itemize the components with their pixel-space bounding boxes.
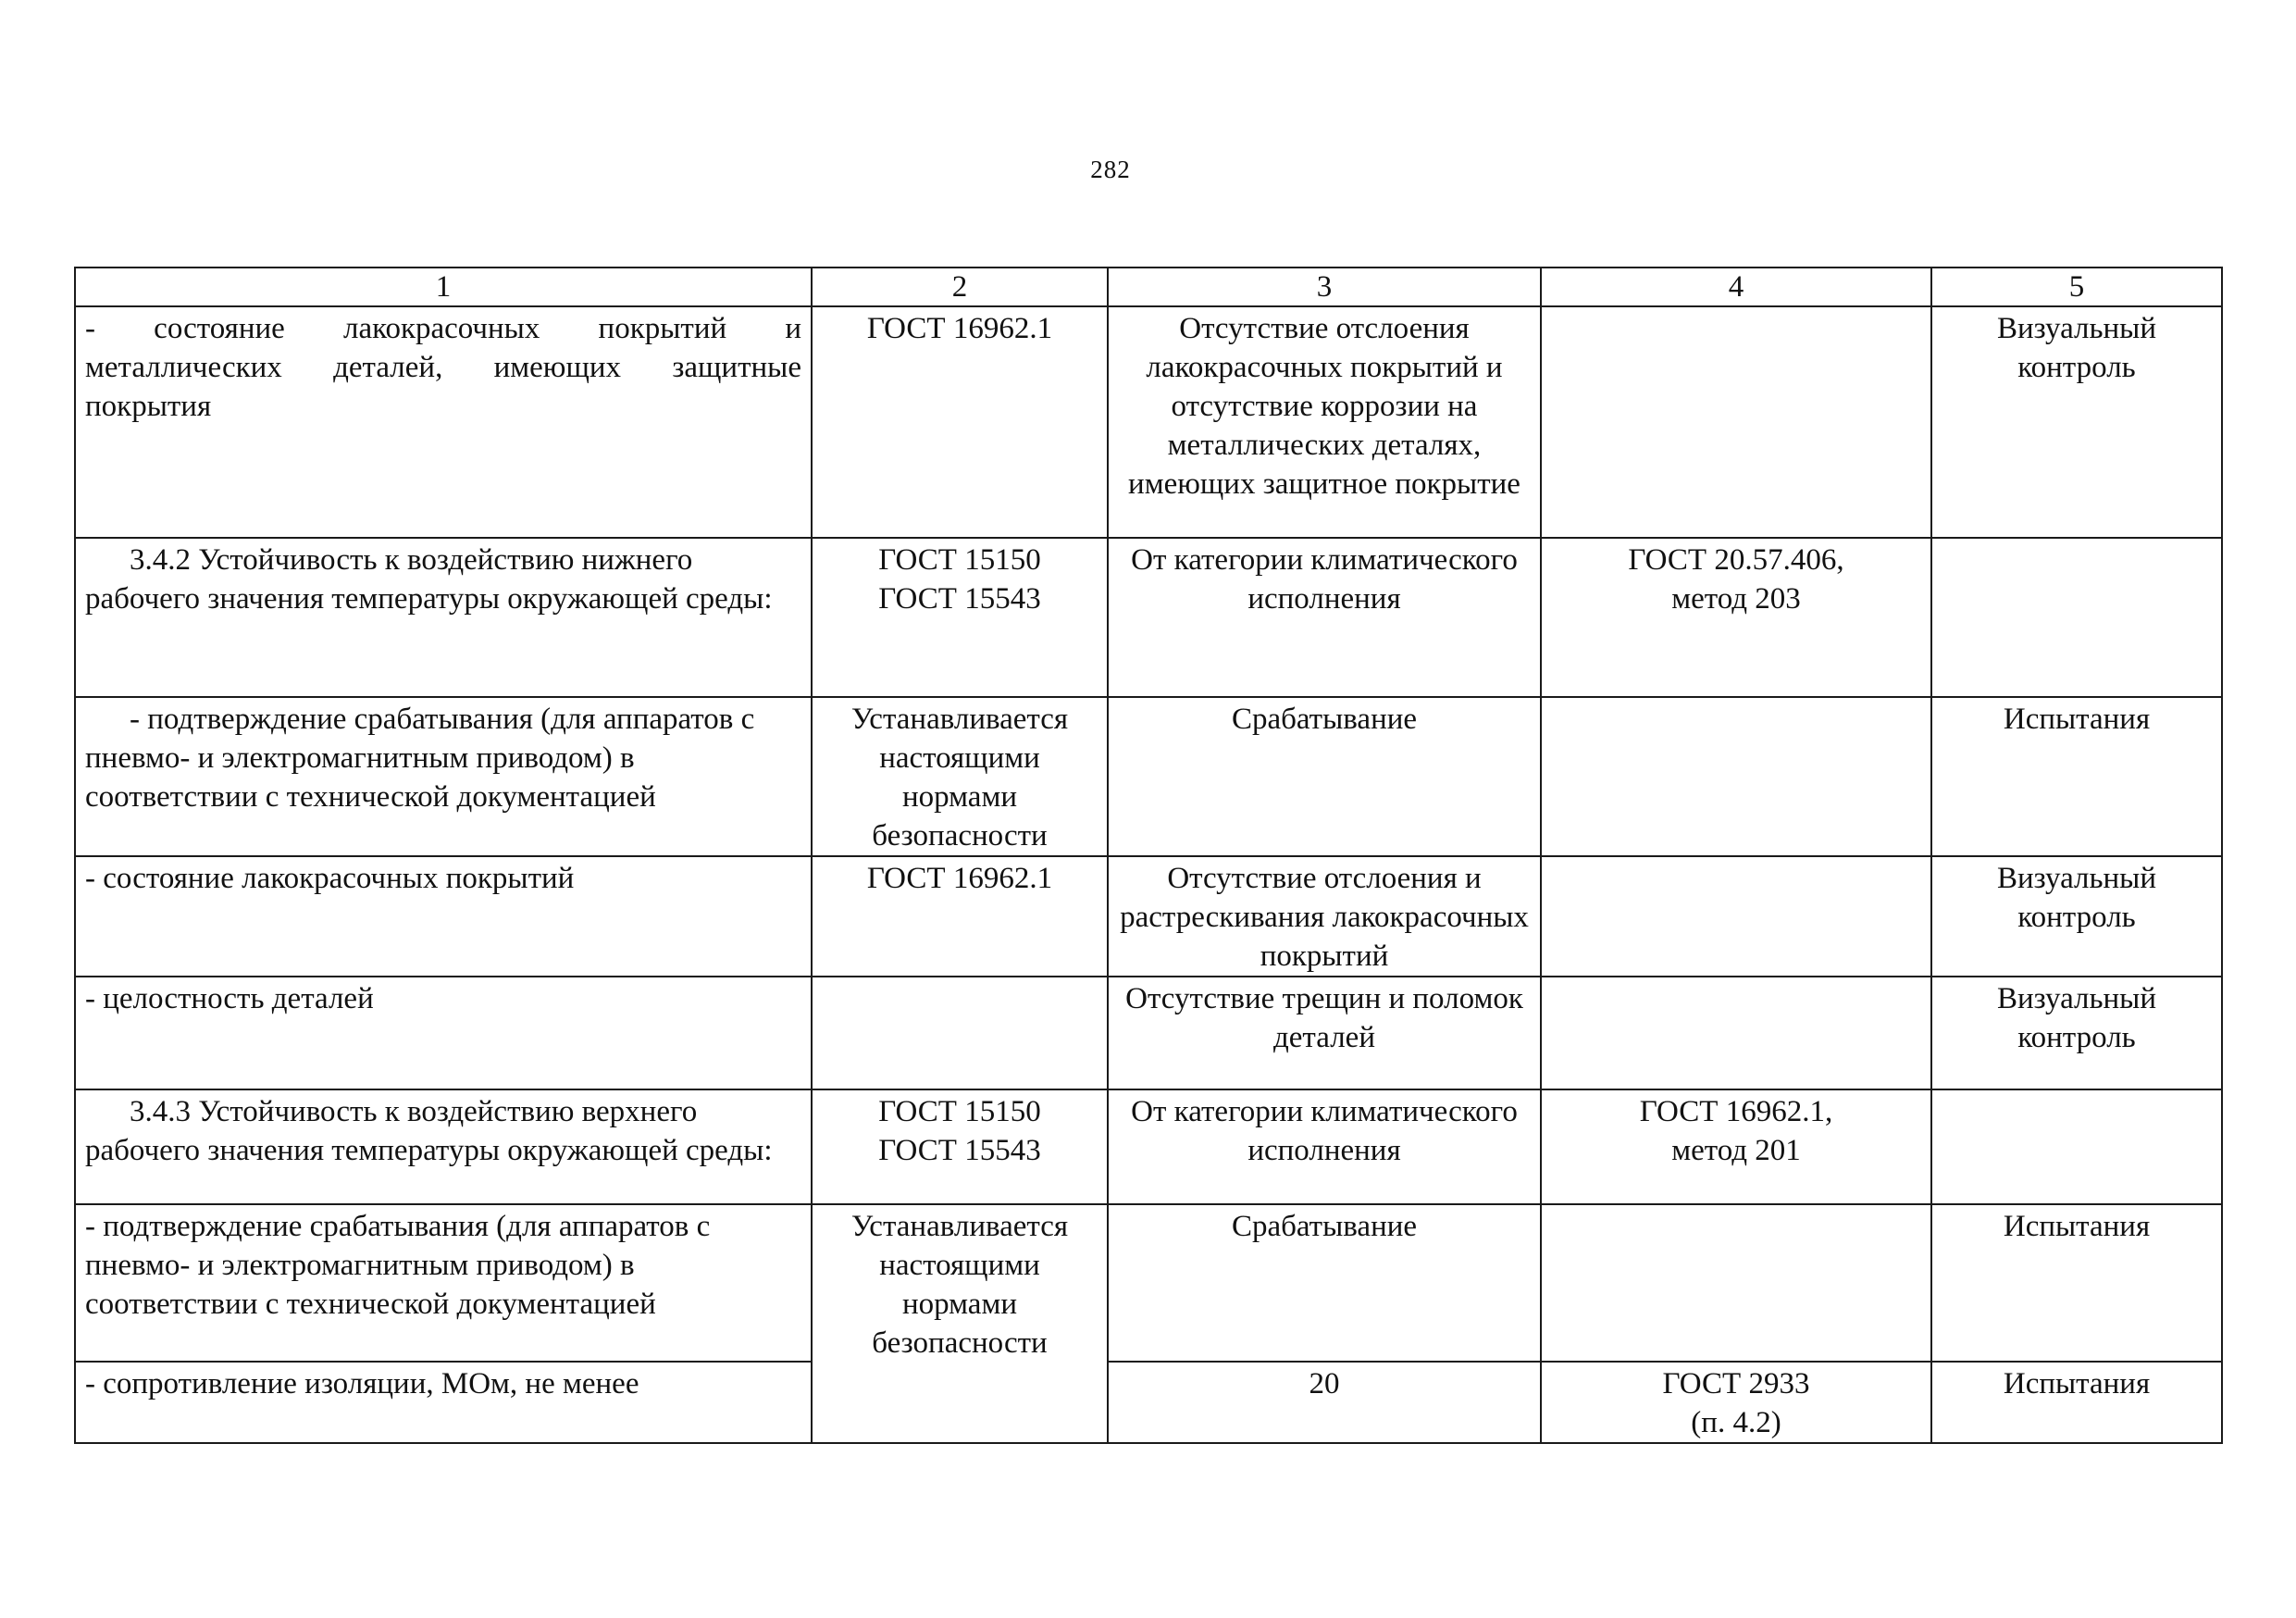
table-header-row bbox=[75, 268, 2222, 306]
table-row bbox=[75, 1204, 2222, 1362]
control-type-cell bbox=[1931, 538, 2222, 697]
table-row bbox=[75, 1362, 2222, 1443]
test-method-line: ГОСТ 16962.1, bbox=[1639, 1095, 1833, 1128]
page-number: 282 bbox=[1090, 156, 1131, 183]
table-row bbox=[75, 977, 2222, 1089]
requirement-cell: От категории климатического исполнения bbox=[1108, 538, 1541, 697]
requirement-cell: Срабатывание bbox=[1108, 697, 1541, 856]
characteristic-cell: - состояние лакокрасочных покрытий и металлических деталей, имеющих защитные покрытия bbox=[75, 306, 812, 538]
control-type-cell: Испытания bbox=[1931, 697, 2222, 856]
standard-cell bbox=[812, 538, 1108, 697]
standard-line: безопасности bbox=[872, 1326, 1048, 1360]
standard-cell: ГОСТ 16962.1 bbox=[812, 856, 1108, 977]
test-method-cell bbox=[1541, 1204, 1931, 1362]
standard-line: ГОСТ 15150 bbox=[878, 1095, 1041, 1128]
requirement-cell: 20 bbox=[1108, 1362, 1541, 1443]
column-header-2: 2 bbox=[812, 268, 1108, 306]
test-method-cell bbox=[1541, 856, 1931, 977]
column-header-4: 4 bbox=[1541, 268, 1931, 306]
standard-cell: ГОСТ 16962.1 bbox=[812, 306, 1108, 538]
characteristic-cell: - подтверждение срабатывания (для аппаратов с пневмо- и электромагнитным приводом) в соответствии с технической документацией bbox=[75, 697, 812, 856]
standard-line: настоящими bbox=[879, 1249, 1040, 1282]
test-method-line: ГОСТ 20.57.406, bbox=[1628, 543, 1844, 577]
standard-line: ГОСТ 15543 bbox=[878, 1134, 1041, 1167]
control-type-cell bbox=[1931, 1089, 2222, 1204]
requirement-cell: Срабатывание bbox=[1108, 1204, 1541, 1362]
standard-line: Устанавливается bbox=[850, 1210, 1069, 1243]
control-type-cell: Испытания bbox=[1931, 1362, 2222, 1443]
table-row bbox=[75, 306, 2222, 538]
column-header-5: 5 bbox=[1931, 268, 2222, 306]
requirements-table bbox=[74, 267, 2223, 1444]
control-type-cell: Визуальный контроль bbox=[1931, 977, 2222, 1089]
control-type-cell: Визуальный контроль bbox=[1931, 856, 2222, 977]
table-row bbox=[75, 1089, 2222, 1204]
column-header-1: 1 bbox=[75, 268, 812, 306]
test-method-cell bbox=[1541, 1089, 1931, 1204]
column-header-3: 3 bbox=[1108, 268, 1541, 306]
control-type-cell: Визуальный контроль bbox=[1931, 306, 2222, 538]
test-method-line: метод 201 bbox=[1671, 1134, 1801, 1167]
requirement-cell: От категории климатического исполнения bbox=[1108, 1089, 1541, 1204]
characteristic-cell: - целостность деталей bbox=[75, 977, 812, 1089]
test-method-line: метод 203 bbox=[1671, 582, 1801, 616]
test-method-cell bbox=[1541, 538, 1931, 697]
table-row bbox=[75, 697, 2222, 856]
standard-line: настоящими bbox=[879, 741, 1040, 775]
standard-line: ГОСТ 15543 bbox=[878, 582, 1041, 616]
standard-line: Устанавливается bbox=[850, 703, 1069, 736]
characteristic-cell: - сопротивление изоляции, МОм, не менее bbox=[75, 1362, 812, 1443]
section-title-cell: 3.4.2 Устойчивость к воздействию нижнего рабочего значения температуры окружающей среды: bbox=[75, 538, 812, 697]
standard-cell bbox=[812, 977, 1108, 1089]
test-method-line: (п. 4.2) bbox=[1691, 1406, 1781, 1439]
table-row bbox=[75, 538, 2222, 697]
standard-line: безопасности bbox=[872, 819, 1048, 853]
section-title-cell: 3.4.3 Устойчивость к воздействию верхнего рабочего значения температуры окружающей среды: bbox=[75, 1089, 812, 1204]
characteristic-cell: - подтверждение срабатывания (для аппаратов с пневмо- и электромагнитным приводом) в соответствии с технической документацией bbox=[75, 1204, 812, 1362]
standard-cell bbox=[812, 697, 1108, 856]
requirement-cell: Отсутствие отслоения лакокрасочных покрытий и отсутствие коррозии на металлических деталях, имеющих защитное покрытие bbox=[1108, 306, 1541, 538]
control-type-cell: Испытания bbox=[1931, 1204, 2222, 1362]
standard-line: нормами bbox=[901, 780, 1017, 814]
test-method-cell bbox=[1541, 697, 1931, 856]
standard-cell bbox=[812, 1089, 1108, 1204]
requirement-cell: Отсутствие отслоения и растрескивания лакокрасочных покрытий bbox=[1108, 856, 1541, 977]
requirement-cell: Отсутствие трещин и поломок деталей bbox=[1108, 977, 1541, 1089]
test-method-line: ГОСТ 2933 bbox=[1662, 1367, 1810, 1400]
characteristic-cell: - состояние лакокрасочных покрытий bbox=[75, 856, 812, 977]
table-row bbox=[75, 856, 2222, 977]
test-method-cell bbox=[1541, 306, 1931, 538]
test-method-cell bbox=[1541, 977, 1931, 1089]
test-method-cell bbox=[1541, 1362, 1931, 1443]
standard-cell bbox=[812, 1204, 1108, 1443]
standard-line: ГОСТ 15150 bbox=[878, 543, 1041, 577]
standard-line: нормами bbox=[901, 1288, 1017, 1321]
